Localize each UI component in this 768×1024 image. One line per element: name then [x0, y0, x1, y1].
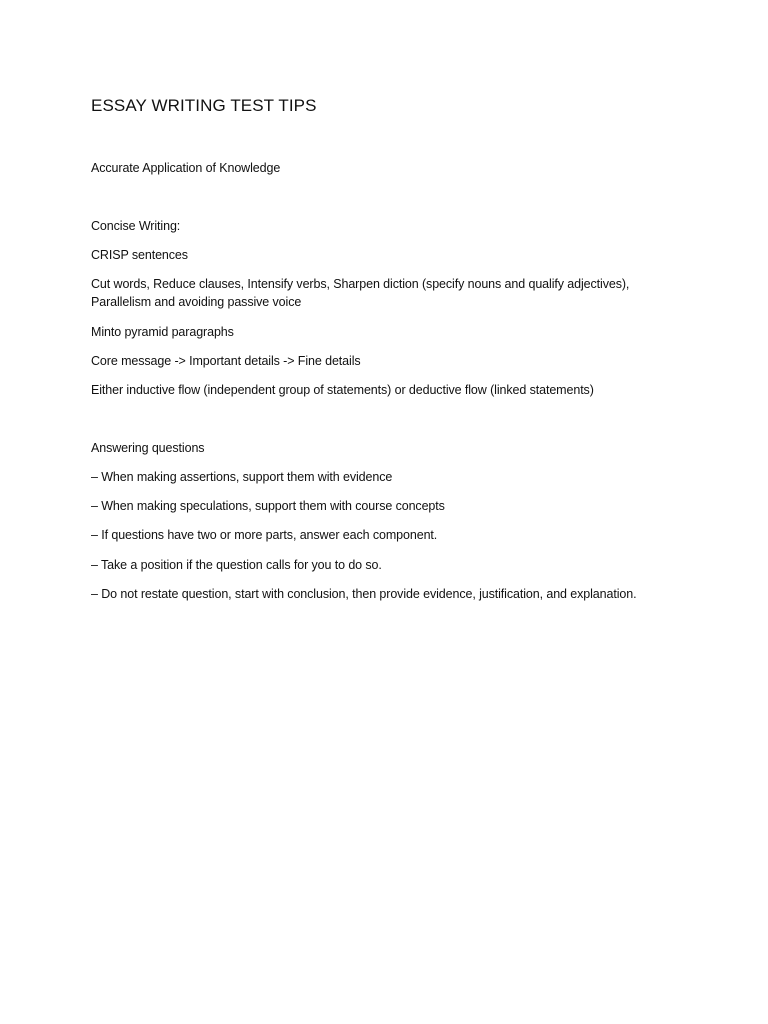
- document-title: ESSAY WRITING TEST TIPS: [91, 96, 317, 115]
- list-item: – If questions have two or more parts, answer each component.: [91, 528, 438, 542]
- knowledge-heading: Accurate Application of Knowledge: [91, 161, 281, 175]
- concise-writing-heading: Concise Writing:: [91, 219, 181, 233]
- minto-flow-line: Either inductive flow (independent group of statements) or deductive flow (linked statements): [91, 383, 594, 397]
- minto-detail-line: Core message -> Important details -> Fine details: [91, 354, 361, 368]
- list-item: – When making assertions, support them with evidence: [91, 470, 393, 484]
- crisp-detail-line-2: Parallelism and avoiding passive voice: [91, 295, 302, 309]
- minto-pyramid-label: Minto pyramid paragraphs: [91, 325, 234, 339]
- answering-questions-heading: Answering questions: [91, 441, 205, 455]
- list-item: – Take a position if the question calls for you to do so.: [91, 558, 382, 572]
- crisp-detail-line-1: Cut words, Reduce clauses, Intensify verbs, Sharpen diction (specify nouns and qualify adjectives),: [91, 277, 630, 291]
- list-item: – When making speculations, support them with course concepts: [91, 499, 445, 513]
- list-item: – Do not restate question, start with conclusion, then provide evidence, justification, and explanation.: [91, 587, 637, 601]
- crisp-sentences-label: CRISP sentences: [91, 248, 188, 262]
